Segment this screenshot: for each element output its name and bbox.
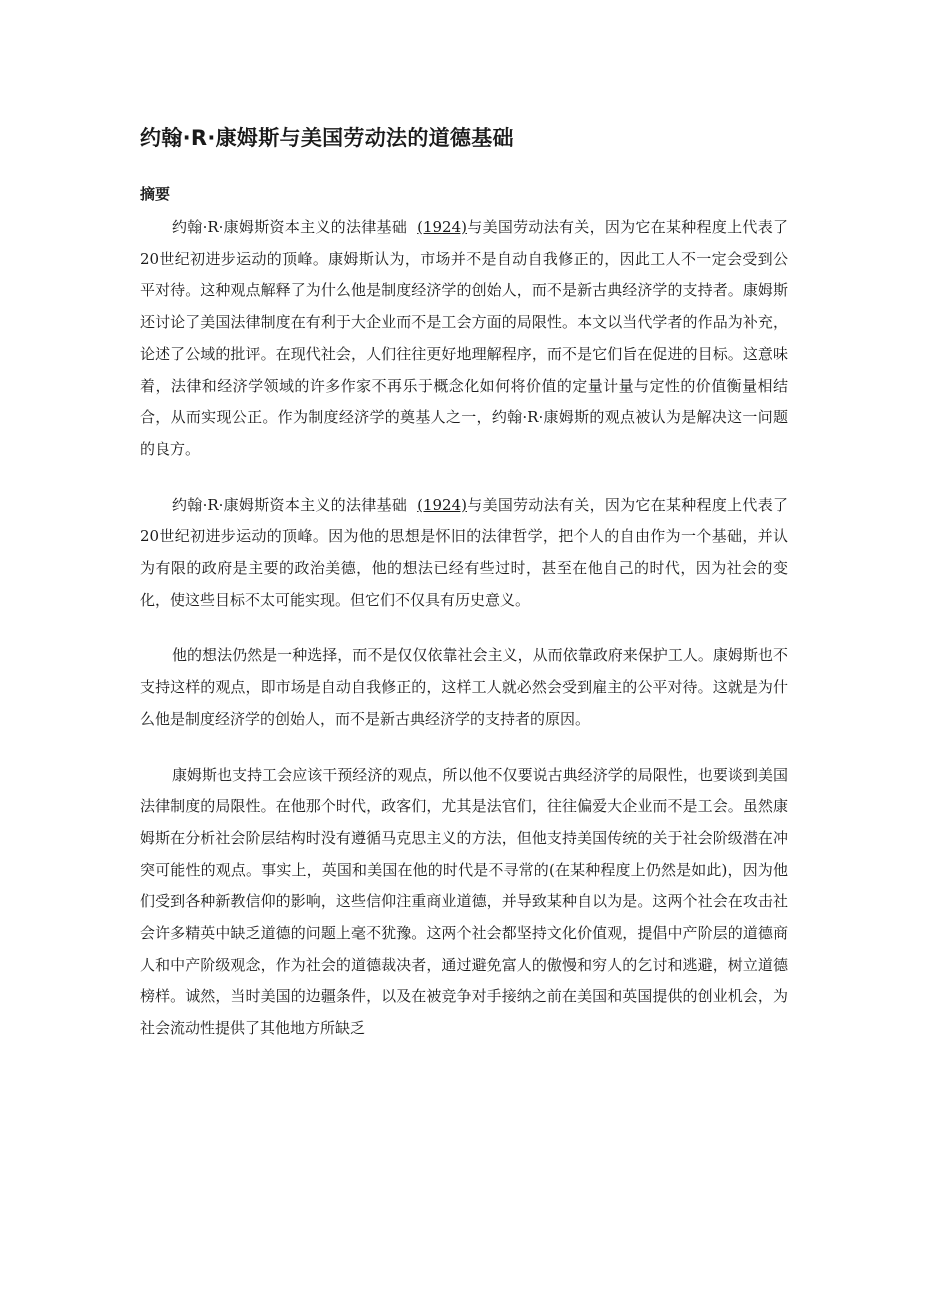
citation-link[interactable]: (1924)	[417, 218, 467, 236]
document-page	[140, 118, 788, 1069]
paragraph-text: 约翰·R·康姆斯资本主义的法律基础	[172, 495, 408, 514]
abstract-heading: 摘要	[140, 185, 171, 203]
citation-link[interactable]: (1924)	[417, 495, 467, 514]
body-paragraph: 康姆斯也支持工会应该干预经济的观点，所以他不仅要说古典经济学的局限性，也要谈到美国法律制度的局限性。在他那个时代，政客们，尤其是法官们，往往偏爱大企业而不是工会。虽然康姆斯在分析社会阶层结构时没有遵循马克思主义的方法，但他支持美国传统的关于社会阶级潜在冲突可能性的观点。事实上，英国和美国在他的时代是不寻常的(在某种程度上仍然是如此)，因为他们受到各种新教信仰的影响，这些信仰注重商业道德，并导致某种自以为是。这两个社会在攻击社会许多精英中缺乏道德的问题上毫不犹豫。这两个社会都坚持文化价值观，提倡中产阶层的道德商人和中产阶级观念，作为社会的道德裁决者，通过避免富人的傲慢和穷人的乞讨和逃避，树立道德榜样。诚然，当时美国的边疆条件，以及在被竞争对手接纳之前在美国和英国提供的创业机会，为社会流动性提供了其他地方所缺乏	[140, 765, 788, 1038]
paragraph-text: 约翰·R·康姆斯资本主义的法律基础	[172, 218, 408, 236]
body-paragraph	[140, 490, 788, 617]
abstract-paragraph	[140, 212, 788, 466]
body-paragraph: 他的想法仍然是一种选择，而不是仅仅依靠社会主义，从而依靠政府来保护工人。康姆斯也不支持这样的观点，即市场是自动自我修正的，这样工人就必然会受到雇主的公平对待。这就是为什么他是制度经济学的创始人，而不是新古典经济学的支持者的原因。	[140, 646, 788, 728]
document-title: 约翰·R·康姆斯与美国劳动法的道德基础	[140, 126, 514, 150]
paragraph-text: 与美国劳动法有关，因为它在某种程度上代表了20世纪初进步运动的顶峰。因为他的思想是怀旧的法律哲学，把个人的自由作为一个基础，并认为有限的政府是主要的政治美德，他的想法已经有些过时，甚至在他自己的时代，因为社会的变化，使这些目标不太可能实现。但它们不仅具有历史意义。	[140, 495, 788, 609]
paragraph-text: 与美国劳动法有关，因为它在某种程度上代表了20世纪初进步运动的顶峰。康姆斯认为，市场并不是自动自我修正的，因此工人不一定会受到公平对待。这种观点解释了为什么他是制度经济学的创始人，而不是新古典经济学的支持者。康姆斯还讨论了美国法律制度在有利于大企业而不是工会方面的局限性。本文以当代学者的作品为补充，论述了公域的批评。在现代社会，人们往往更好地理解程序，而不是它们旨在促进的目标。这意味着，法律和经济学领域的许多作家不再乐于概念化如何将价值的定量计量与定性的价值衡量相结合，从而实现公正。作为制度经济学的奠基人之一，约翰·R·康姆斯的观点被认为是解决这一问题的良方。	[140, 218, 788, 458]
